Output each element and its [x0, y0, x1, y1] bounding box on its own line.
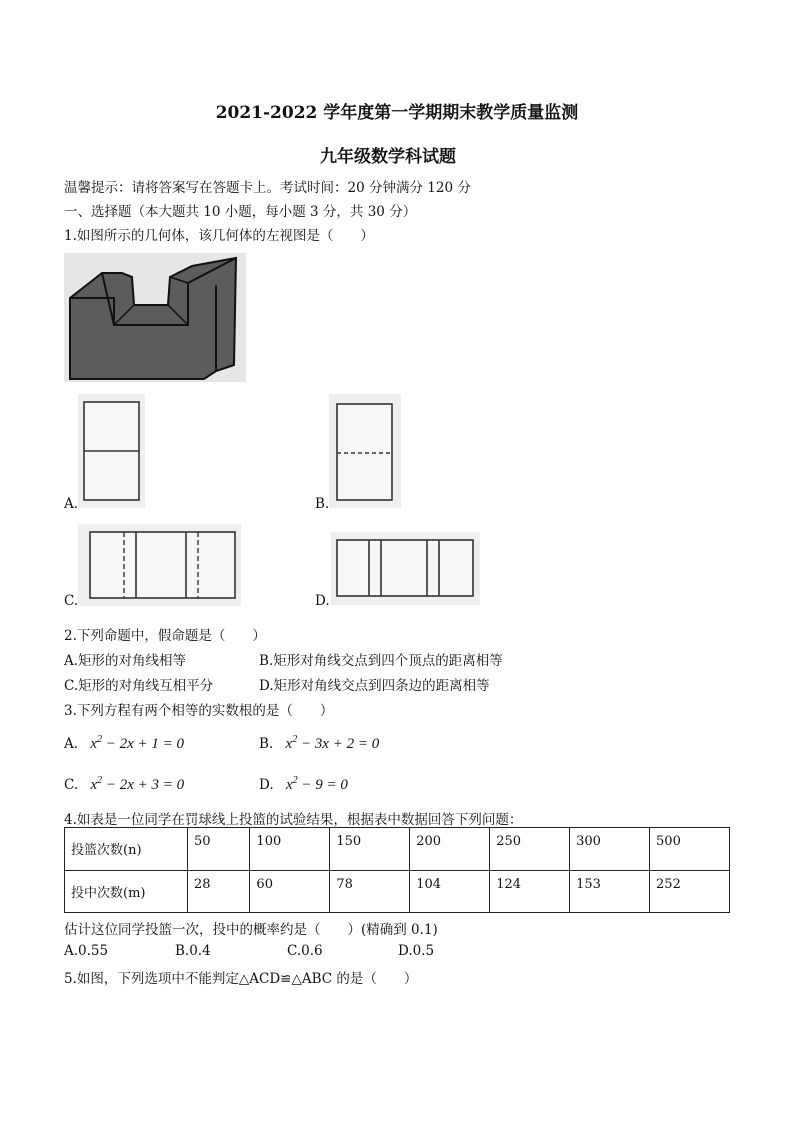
option-b-figure [329, 394, 401, 508]
row-head-attempts: 投篮次数(n) [65, 828, 188, 871]
q3-option-d: D. $x^2 - 9 = 0$ [259, 775, 348, 793]
table-cell: 252 [650, 870, 730, 913]
option-b-label: B. [315, 496, 330, 512]
table-cell: 150 [330, 828, 410, 871]
table-cell: 28 [188, 870, 250, 913]
q2-option-c: C.矩形的对角线互相平分 [64, 678, 214, 694]
table-cell: 500 [650, 828, 730, 871]
q2-option-b: B.矩形对角线交点到四个顶点的距离相等 [259, 653, 503, 669]
exam-title: 2021-2022 学年度第一学期期末教学质量监测 [215, 103, 579, 123]
table-cell: 100 [250, 828, 330, 871]
table-cell: 300 [570, 828, 650, 871]
question-4-stem: 4.如表是一位同学在罚球线上投篮的试验结果，根据表中数据回答下列问题： [64, 812, 523, 828]
table-cell: 104 [410, 870, 490, 913]
table-cell: 153 [570, 870, 650, 913]
q2-option-d: D.矩形对角线交点到四条边的距离相等 [259, 678, 490, 694]
q4-option-c: C.0.6 [287, 943, 323, 959]
throw-results-table [64, 827, 730, 913]
table-row [65, 828, 730, 871]
option-a-figure [78, 394, 145, 508]
q3-option-c: C. $x^2 - 2x + 3 = 0$ [64, 775, 185, 793]
q3-option-b: B. $x^2 - 3x + 2 = 0$ [259, 734, 380, 752]
q3-option-a: A. $x^2 - 2x + 1 = 0$ [64, 734, 185, 752]
table-cell: 124 [490, 870, 570, 913]
table-cell: 60 [250, 870, 330, 913]
section-heading: 一、选择题（本大题共 10 小题，每小题 3 分，共 30 分） [64, 204, 417, 220]
notice-text: 温馨提示：请将答案写在答题卡上。考试时间：20 分钟满分 120 分 [64, 180, 471, 196]
q4-question: 估计这位同学投篮一次，投中的概率约是（ ）(精确到 0.1) [64, 922, 438, 938]
option-d-label: D. [315, 593, 330, 609]
q4-option-b: B.0.4 [175, 943, 211, 959]
q4-option-d: D.0.5 [398, 943, 435, 959]
table-cell: 50 [188, 828, 250, 871]
question-1-stem: 1.如图所示的几何体，该几何体的左视图是（ ） [64, 228, 374, 244]
option-c-figure [78, 524, 241, 606]
solid-figure [64, 253, 246, 382]
option-c-label: C. [64, 593, 79, 609]
option-d-figure [331, 532, 480, 605]
table-cell: 250 [490, 828, 570, 871]
question-2-stem: 2.下列命题中，假命题是（ ） [64, 628, 266, 644]
option-a-label: A. [64, 496, 79, 512]
q2-option-a: A.矩形的对角线相等 [64, 653, 187, 669]
exam-subtitle: 九年级数学科试题 [320, 147, 456, 167]
row-head-hits: 投中次数(m) [65, 870, 188, 913]
table-cell: 78 [330, 870, 410, 913]
question-3-stem: 3.下列方程有两个相等的实数根的是（ ） [64, 703, 334, 719]
table-cell: 200 [410, 828, 490, 871]
table-row [65, 870, 730, 913]
q4-option-a: A.0.55 [64, 943, 109, 959]
question-5-stem: 5.如图，下列选项中不能判定△ACD≌△ABC 的是（ ） [64, 971, 418, 987]
